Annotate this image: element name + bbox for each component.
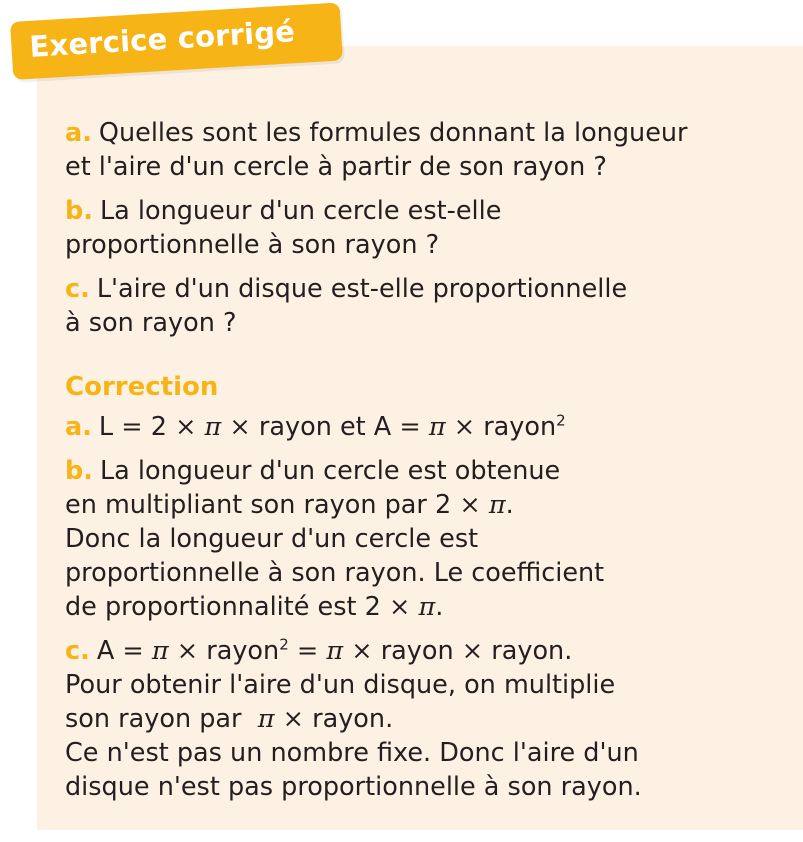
correction-a bbox=[65, 410, 785, 444]
correction-b-line-3: Donc la longueur d'un cercle est bbox=[65, 524, 479, 554]
exercise-content bbox=[65, 116, 785, 804]
correction-c-label: c. bbox=[65, 636, 90, 666]
question-a-label: a. bbox=[65, 118, 92, 148]
question-b-line-2: proportionnelle à son rayon ? bbox=[65, 230, 440, 260]
correction-a-label: a. bbox=[65, 412, 92, 442]
correction-c-formula: c. A = π × rayon$^2$ = π × rayon × rayon. bbox=[65, 635, 573, 666]
question-b-label: b. bbox=[65, 196, 93, 226]
correction-a-formula: a. L = 2 × π × rayon et A = π × rayon$^2$ bbox=[65, 411, 566, 442]
correction-c-line-2: Pour obtenir l'aire d'un disque, on multiplie bbox=[65, 670, 616, 700]
correction-c-line-4: Ce n'est pas un nombre fixe. Donc l'aire d'un bbox=[65, 738, 639, 768]
correction-b-label: b. bbox=[65, 456, 93, 486]
correction-b-line-1: La longueur d'un cercle est obtenue bbox=[99, 456, 561, 486]
correction-b-line-2: en multipliant son rayon par 2 × π. bbox=[65, 490, 514, 520]
question-c-line-1: L'aire d'un disque est-elle proportionnelle bbox=[96, 274, 628, 304]
exercise-badge-title: Exercice corrigé bbox=[28, 14, 296, 64]
question-c-line-2: à son rayon ? bbox=[65, 308, 237, 338]
correction-b-line-5: de proportionnalité est 2 × π. bbox=[65, 592, 444, 622]
correction-c-line-5: disque n'est pas proportionnelle à son rayon. bbox=[65, 772, 642, 802]
question-a bbox=[65, 116, 785, 184]
question-c bbox=[65, 272, 785, 340]
correction-c bbox=[65, 634, 785, 804]
correction-b bbox=[65, 454, 785, 624]
question-b-line-1: La longueur d'un cercle est-elle bbox=[99, 196, 502, 226]
correction-c-line-3: son rayon par π × rayon. bbox=[65, 704, 394, 734]
question-a-line-2: et l'aire d'un cercle à partir de son rayon ? bbox=[65, 152, 607, 182]
question-c-label: c. bbox=[65, 274, 90, 304]
correction-b-line-4: proportionnelle à son rayon. Le coefficient bbox=[65, 558, 605, 588]
correction-heading: Correction bbox=[65, 372, 219, 402]
question-b bbox=[65, 194, 785, 262]
question-a-line-1: Quelles sont les formules donnant la longueur bbox=[98, 118, 688, 148]
